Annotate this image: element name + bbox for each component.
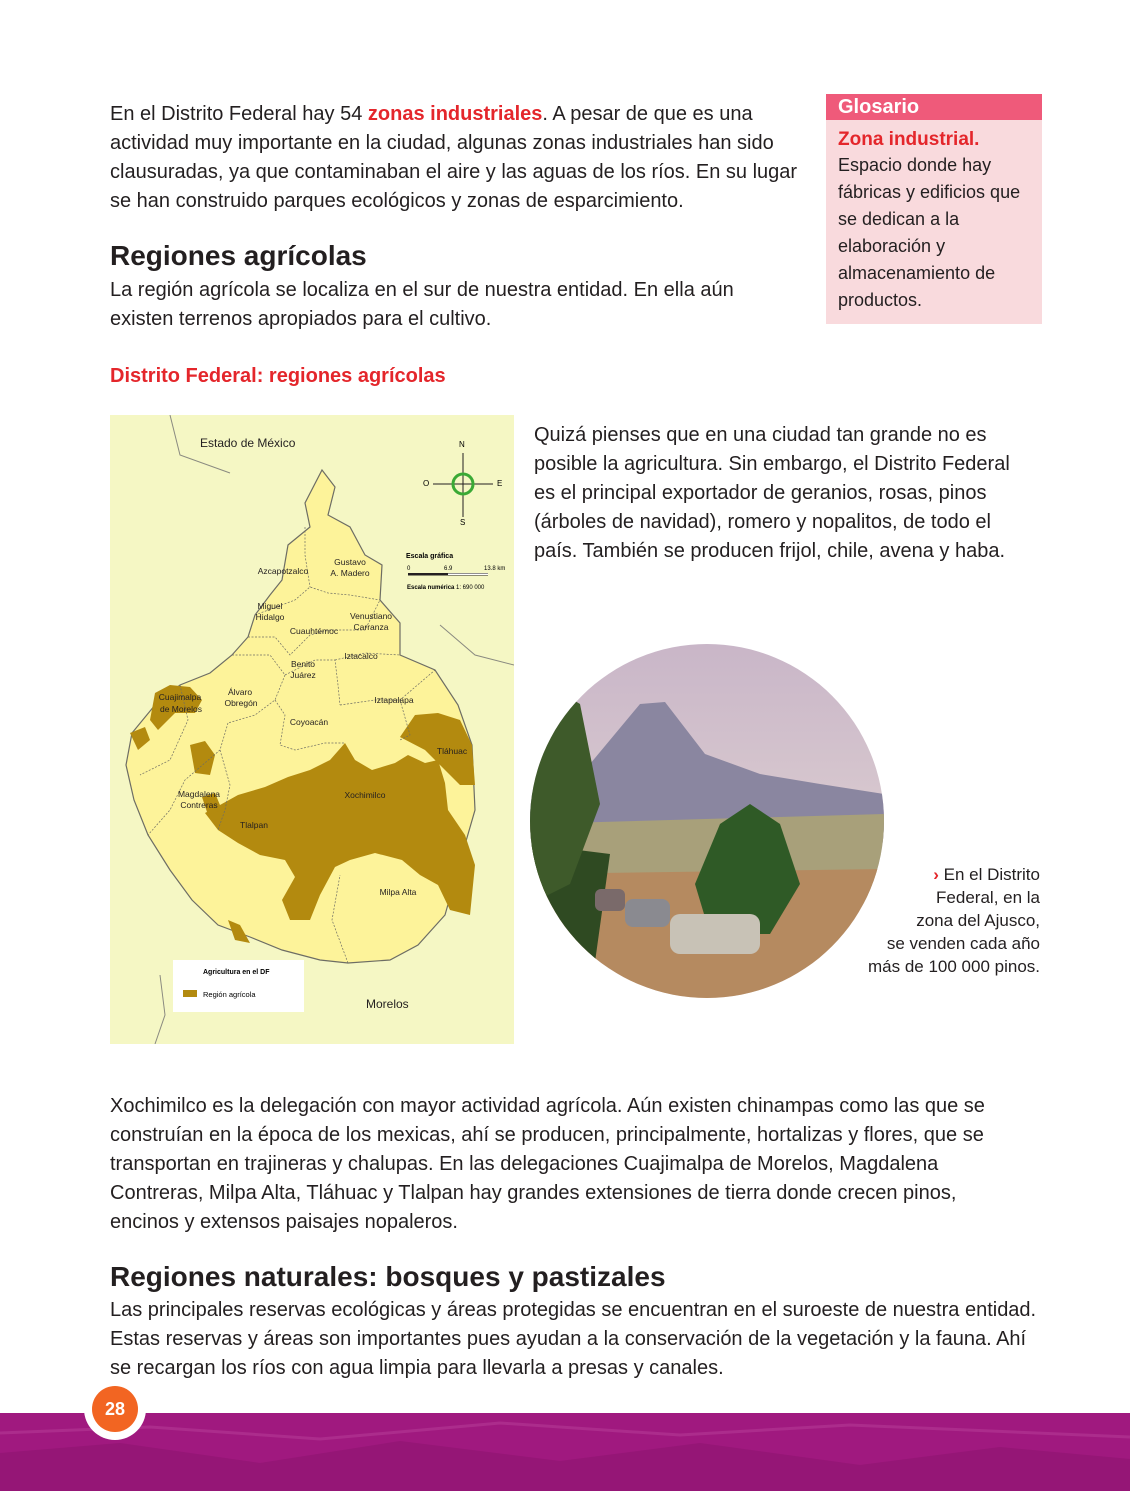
glossary-title: Glosario <box>826 94 1042 120</box>
scale-numeric-label: Escala numérica <box>407 585 455 591</box>
compass-s: S <box>460 518 466 527</box>
label-venustiano-1: Venustiano <box>349 611 393 621</box>
caption-line-1: En el Distrito <box>943 865 1040 884</box>
label-estado-de-mexico: Estado de México <box>200 436 296 450</box>
intro-text-end: . A pesar de que es una actividad muy importante en la ciudad, algunas zonas industriales han sido clausuradas, ya que contaminaban el aire y las aguas de los ríos. En su lugar se han construido parques ecológicos y zonas de esparcimiento. <box>110 103 798 212</box>
ajusco-photo <box>530 644 884 998</box>
car-shape <box>670 914 760 954</box>
agricultural-regions-map <box>110 415 514 1044</box>
label-magdalena-1: Magdalena <box>177 789 221 799</box>
intro-text-start: En el Distrito Federal hay 54 <box>110 103 368 125</box>
label-miguel-1: Miguel <box>257 601 283 611</box>
section-heading-naturales: Regiones naturales: bosques y pastizales <box>110 1261 666 1292</box>
label-benito-2: Juárez <box>290 670 316 680</box>
section-heading-agricolas: Regiones agrícolas <box>110 240 367 271</box>
label-tlalpan: Tlalpan <box>240 820 268 830</box>
label-iztapalapa: Iztapalapa <box>374 695 414 705</box>
caption-line-5: más de 100 000 pinos. <box>867 957 1040 976</box>
footer-texture <box>0 1413 1130 1491</box>
legend-title: Agricultura en el DF <box>203 969 270 976</box>
compass-o: O <box>423 479 430 488</box>
caption-marker-icon: › <box>933 865 939 884</box>
glossary-box <box>826 94 1042 324</box>
label-gustavo-2: A. Madero <box>330 568 370 578</box>
legend-swatch <box>183 990 197 997</box>
naturales-paragraph: Las principales reservas ecológicas y áreas protegidas se encuentran en el suroeste de nuestra entidad. Estas reservas y áreas son importantes pues ayudan a la conservación de la vegetación y la fauna. Ahí se recargan los ríos con agua limpia para llevarla a presas y canales. <box>110 1299 1037 1379</box>
caption-line-4: se venden cada año <box>886 934 1040 953</box>
label-benito-1: Benito <box>290 659 316 669</box>
agricolas-paragraph: La región agrícola se localiza en el sur de nuestra entidad. En ella aún existen terrenos apropiados para el cultivo. <box>110 279 734 330</box>
label-azcapotzalco: Azcapotzalco <box>257 566 309 576</box>
label-coyoacan: Coyoacán <box>289 717 329 727</box>
intro-paragraph <box>110 100 810 216</box>
scale-numeric-value: 1: 690 000 <box>456 585 485 591</box>
scale-title: Escala gráfica <box>406 553 454 560</box>
label-morelos: Morelos <box>366 997 409 1011</box>
page-number: 28 <box>92 1386 138 1432</box>
label-alvaro-2: Obregón <box>224 698 258 708</box>
glossary-term-link[interactable]: zonas industriales <box>367 103 543 125</box>
scale-tick-1: 6.9 <box>444 566 453 572</box>
label-venustiano-2: Carranza <box>353 622 389 632</box>
photo-caption <box>850 863 1040 978</box>
label-xochimilco: Xochimilco <box>344 790 386 800</box>
page-number-badge <box>84 1378 146 1440</box>
scale-tick-2: 13.8 km <box>484 566 506 572</box>
label-cuajimalpa-2: de Morelos <box>159 704 203 714</box>
label-cuauhtemoc: Cuauhtémoc <box>289 626 339 636</box>
glossary-term: Zona industrial. <box>838 129 980 150</box>
caption-line-2: Federal, en la <box>936 888 1040 907</box>
label-tlahuac: Tláhuac <box>436 746 468 756</box>
caption-line-3: zona del Ajusco, <box>916 911 1040 930</box>
glossary-definition: Espacio donde hay fábricas y edificios que se dedican a la elaboración y almacenamiento de productos. <box>838 155 1021 310</box>
label-alvaro-1: Álvaro <box>227 687 253 697</box>
map-title: Distrito Federal: regiones agrícolas <box>110 365 446 387</box>
legend-item: Región agrícola <box>203 990 256 999</box>
label-gustavo-1: Gustavo <box>334 557 366 567</box>
label-iztacalco: Iztacalco <box>344 651 378 661</box>
side-paragraph: Quizá pienses que en una ciudad tan grande no es posible la agricultura. Sin embargo, el Distrito Federal es el principal exportador de geranios, rosas, pinos (árboles de navidad), romero y nopalitos, de todo el país. También se producen frijol, chile, avena y haba. <box>534 424 1010 562</box>
compass-n: N <box>459 440 465 449</box>
map-legend <box>173 960 304 1012</box>
label-miguel-2: Hidalgo <box>255 612 285 622</box>
scale-tick-0: 0 <box>407 566 411 572</box>
label-milpa-alta: Milpa Alta <box>379 887 417 897</box>
compass-e: E <box>497 479 503 488</box>
xochimilco-paragraph: Xochimilco es la delegación con mayor actividad agrícola. Aún existen chinampas como las que se construían en la época de los mexicas, ahí se producen, principalmente, hortalizas y flores, que se transportan en trajineras y chalupas. En las delegaciones Cuajimalpa de Morelos, Magdalena Contreras, Milpa Alta, Tláhuac y Tlalpan hay grandes extensiones de tierra donde crecen pinos, encinos y extensos paisajes nopaleros. <box>110 1095 985 1233</box>
footer-band <box>0 1413 1130 1491</box>
label-cuajimalpa-1: Cuajimalpa <box>158 692 202 702</box>
label-magdalena-2: Contreras <box>180 800 218 810</box>
